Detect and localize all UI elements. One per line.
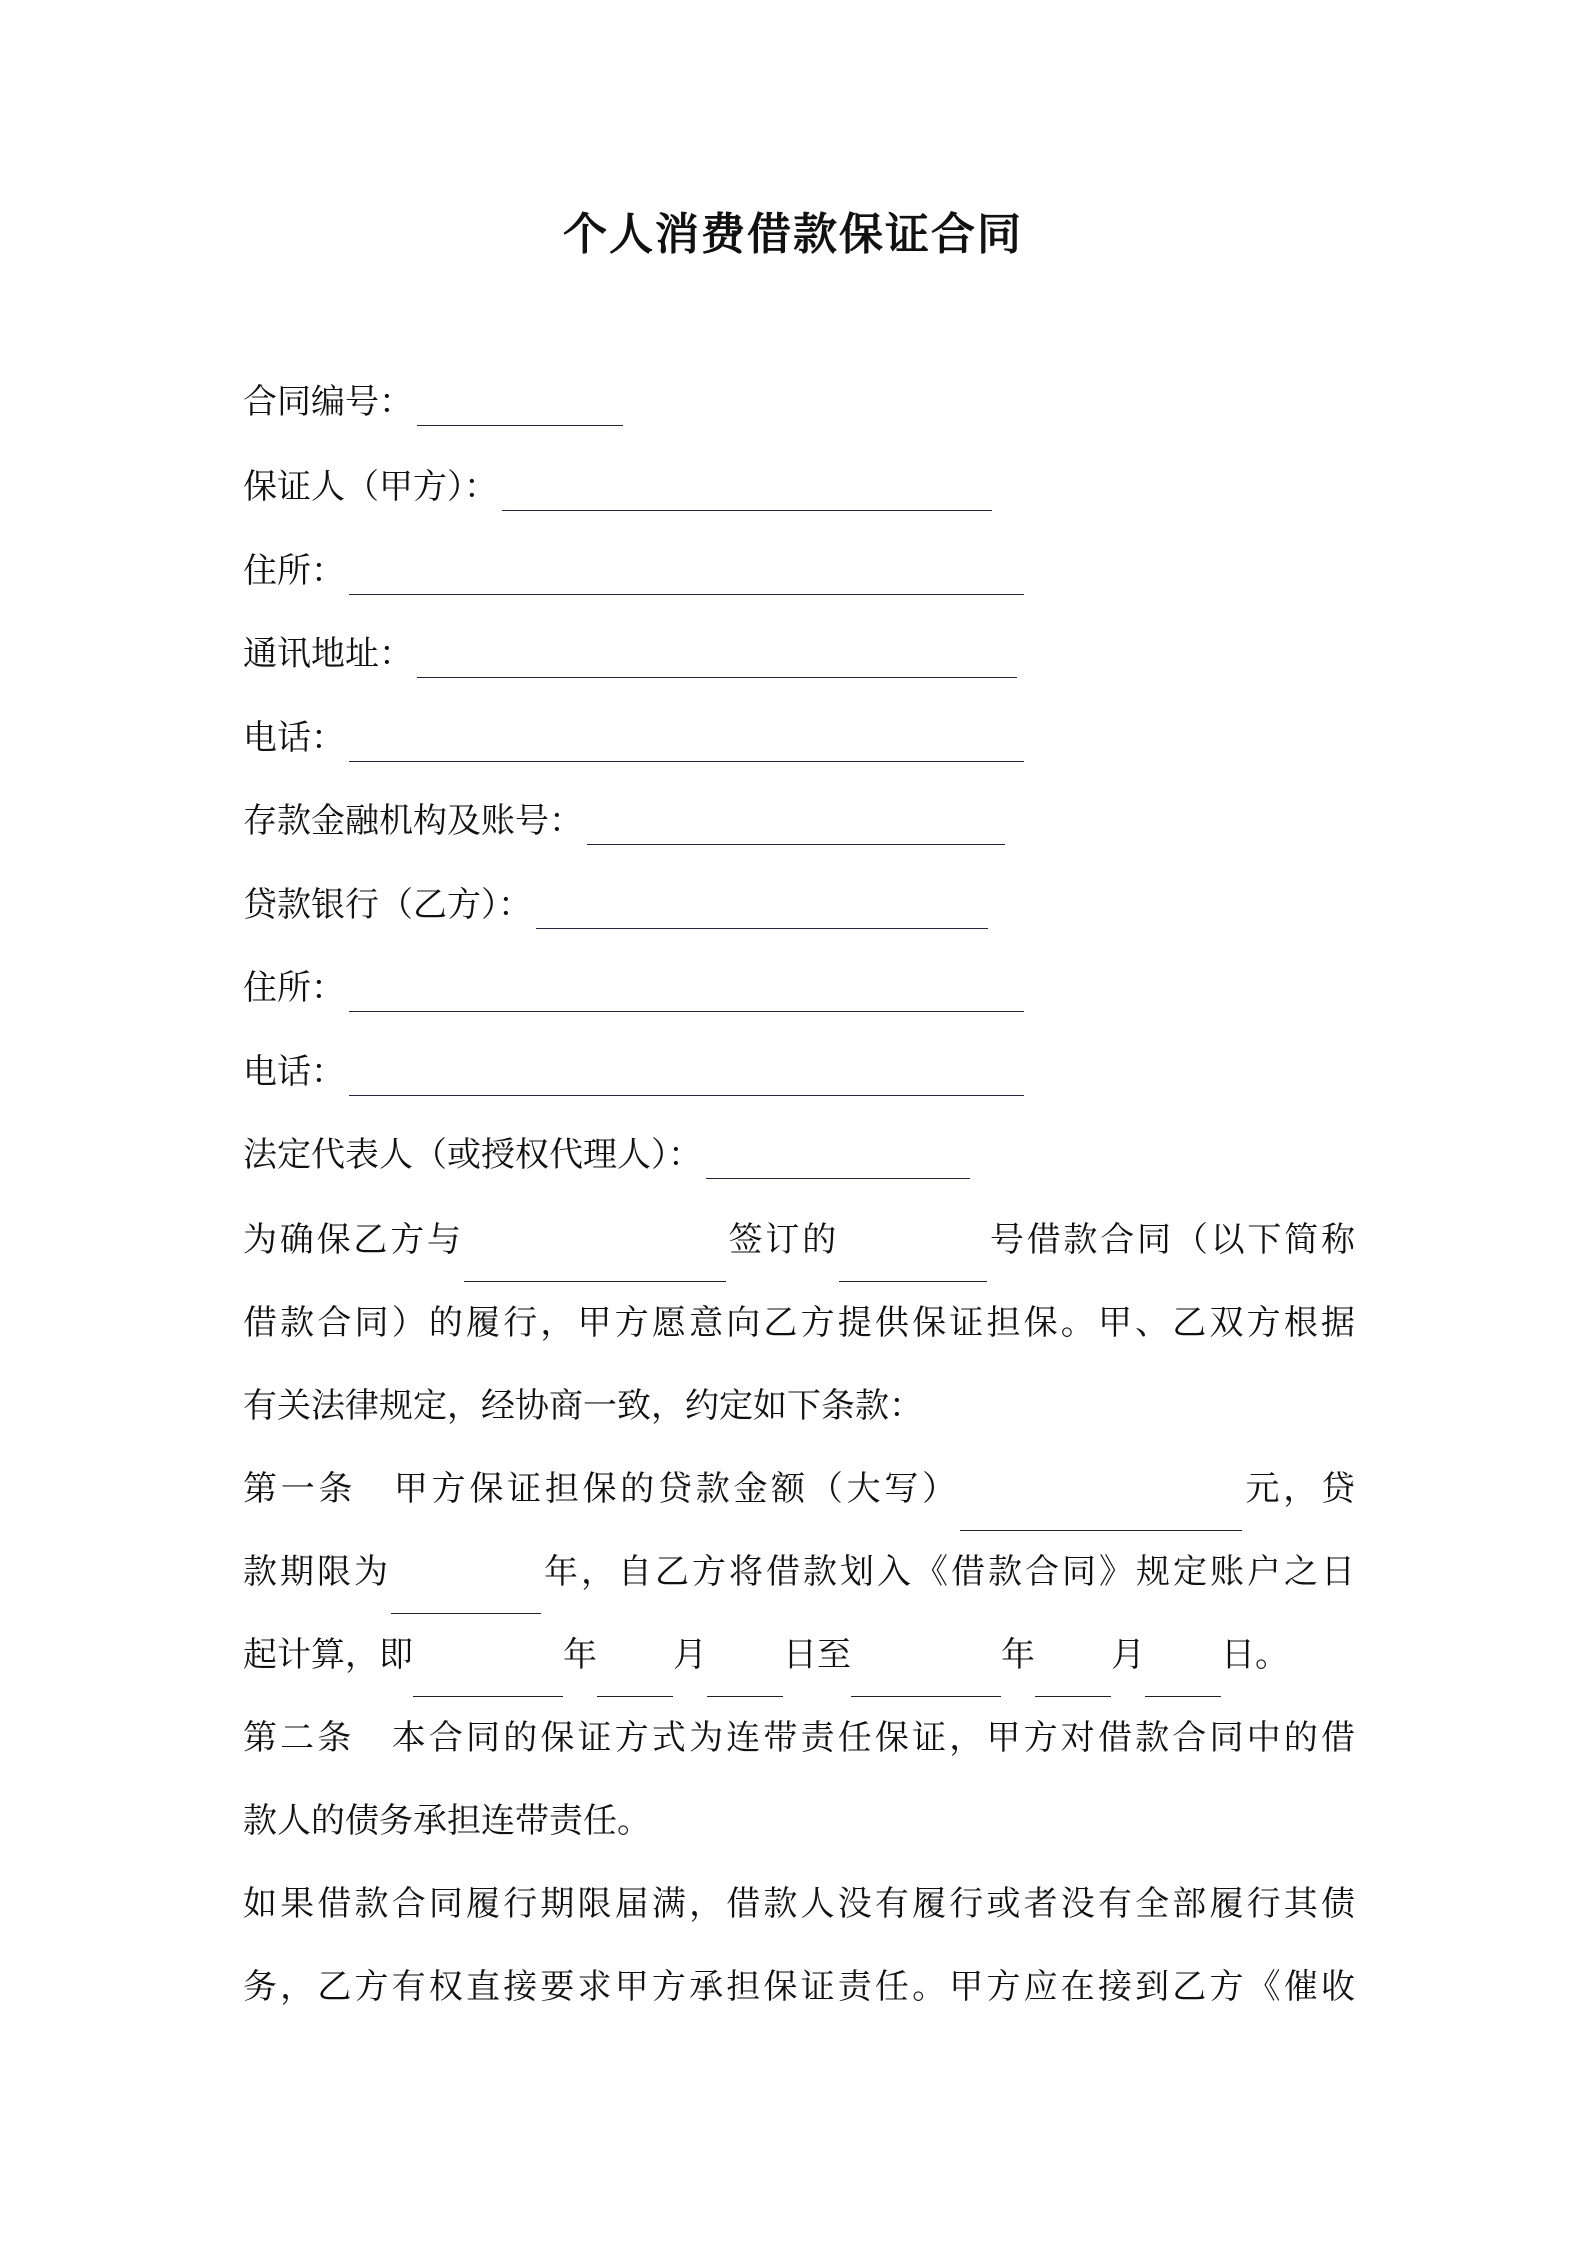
field-label: 保证人（甲方）： (243, 467, 498, 507)
lending-bank-blank[interactable] (536, 894, 988, 929)
field-label: 住所： (243, 968, 345, 1008)
paragraph-3-line-2: 务，乙方有权直接要求甲方承担保证责任。甲方应在接到乙方《催收 (243, 1967, 1355, 2007)
mailing-address-blank[interactable] (417, 643, 1017, 678)
field-label: 电话： (243, 1052, 345, 1092)
end-month-blank[interactable] (1035, 1662, 1111, 1697)
field-mailing-address (243, 630, 1017, 678)
document-title: 个人消费借款保证合同 (563, 209, 1023, 260)
field-label: 通讯地址： (243, 634, 413, 674)
intro-line-2: 借款合同）的履行，甲方愿意向乙方提供保证担保。甲、乙双方根据 (243, 1303, 1355, 1343)
end-day-blank[interactable] (1145, 1662, 1221, 1697)
field-legal-representative (243, 1131, 970, 1179)
field-contract-number (243, 378, 623, 426)
end-year-blank[interactable] (851, 1662, 1001, 1697)
paragraph-3-line-1: 如果借款合同履行期限届满，借款人没有履行或者没有全部履行其债 (243, 1884, 1355, 1924)
field-label: 合同编号： (243, 382, 413, 422)
guarantor-phone-blank[interactable] (349, 727, 1024, 762)
contract-number-blank[interactable] (417, 391, 623, 426)
article-1-line-2: 款期限为 年，自乙方将借款划入《借款合同》规定账户之日 (243, 1531, 1355, 1614)
bank-phone-blank[interactable] (349, 1061, 1024, 1096)
start-month-blank[interactable] (597, 1662, 673, 1697)
field-deposit-account (243, 797, 1005, 845)
field-label: 存款金融机构及账号： (243, 801, 583, 841)
intro-paragraph (243, 1199, 1355, 1448)
article-1-line-3: 起计算，即 年 月 日至 年 月 日。 (243, 1614, 1355, 1697)
field-label: 法定代表人（或授权代理人）： (243, 1135, 702, 1175)
field-guarantor (243, 463, 992, 511)
article-2-line-1: 第二条 本合同的保证方式为连带责任保证，甲方对借款合同中的借 (243, 1718, 1355, 1758)
field-label: 贷款银行（乙方）： (243, 885, 532, 925)
intro-line-1: 为确保乙方与 签订的 号借款合同（以下简称 (243, 1199, 1355, 1282)
loan-amount-blank[interactable] (960, 1496, 1242, 1531)
article-1 (243, 1448, 1355, 1697)
field-label: 住所： (243, 551, 345, 591)
loan-term-blank[interactable] (391, 1579, 541, 1614)
field-bank-phone (243, 1048, 1024, 1096)
field-guarantor-phone (243, 714, 1024, 762)
field-bank-address (243, 964, 1024, 1012)
borrower-blank[interactable] (464, 1247, 726, 1282)
legal-representative-blank[interactable] (706, 1144, 970, 1179)
field-label: 电话： (243, 718, 345, 758)
start-day-blank[interactable] (707, 1662, 783, 1697)
paragraph-3 (243, 1863, 1355, 2029)
loan-contract-number-blank[interactable] (839, 1247, 987, 1282)
article-2 (243, 1697, 1355, 1863)
guarantor-address-blank[interactable] (349, 560, 1024, 595)
bank-address-blank[interactable] (349, 977, 1024, 1012)
article-2-line-2: 款人的债务承担连带责任。 (243, 1801, 651, 1841)
intro-line-3: 有关法律规定，经协商一致，约定如下条款： (243, 1386, 923, 1426)
guarantor-blank[interactable] (502, 476, 992, 511)
article-1-line-1: 第一条 甲方保证担保的贷款金额（大写） 元，贷 (243, 1448, 1355, 1531)
deposit-account-blank[interactable] (587, 810, 1005, 845)
field-guarantor-address (243, 547, 1024, 595)
field-lending-bank (243, 881, 988, 929)
start-year-blank[interactable] (413, 1662, 563, 1697)
